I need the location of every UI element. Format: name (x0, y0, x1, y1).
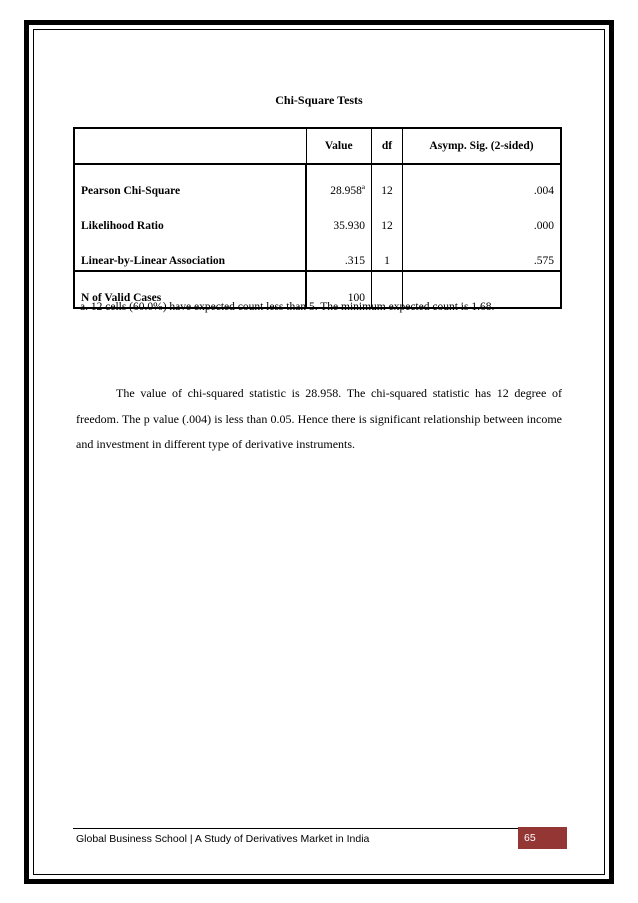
header-value: Value (306, 128, 372, 164)
header-empty (74, 128, 306, 164)
row-label: Linear-by-Linear Association (74, 235, 306, 271)
chi-square-table (73, 127, 562, 309)
page-number-badge: 65 (518, 827, 567, 849)
footer-divider (73, 828, 518, 829)
row-df: 12 (372, 200, 403, 235)
paragraph-text: The value of chi-squared statistic is 28.958. The chi-squared statistic has 12 degree of freedom. The p value (.004) is less than 0.05. Hence there is significant relationship between income and investment in different type of derivative instruments. (76, 386, 562, 451)
row-df: 12 (372, 164, 403, 200)
table-row (74, 164, 561, 200)
footnote-marker: a (361, 183, 365, 191)
row-value: 35.930 (306, 200, 372, 235)
header-sig: Asymp. Sig. (2-sided) (403, 128, 562, 164)
row-label: N of Valid Cases (74, 271, 306, 308)
row-sig: .000 (403, 200, 562, 235)
value-text: 28.958 (330, 185, 362, 197)
row-value: .315 (306, 235, 372, 271)
row-label: Pearson Chi-Square (74, 164, 306, 200)
row-sig: .575 (403, 235, 562, 271)
row-value (306, 164, 372, 200)
table-row (74, 200, 561, 235)
header-df: df (372, 128, 403, 164)
table-row (74, 235, 561, 271)
table-header-row (74, 128, 561, 164)
row-value: 100 (306, 271, 372, 308)
row-sig: .004 (403, 164, 562, 200)
row-df: 1 (372, 235, 403, 271)
body-paragraph (76, 381, 562, 458)
table-footnote: a. 12 cells (60.0%) have expected count less than 5. The minimum expected count is 1.68. (80, 301, 495, 313)
row-label: Likelihood Ratio (74, 200, 306, 235)
footer-text: Global Business School | A Study of Derivatives Market in India (76, 833, 370, 845)
table-title: Chi-Square Tests (275, 93, 363, 107)
